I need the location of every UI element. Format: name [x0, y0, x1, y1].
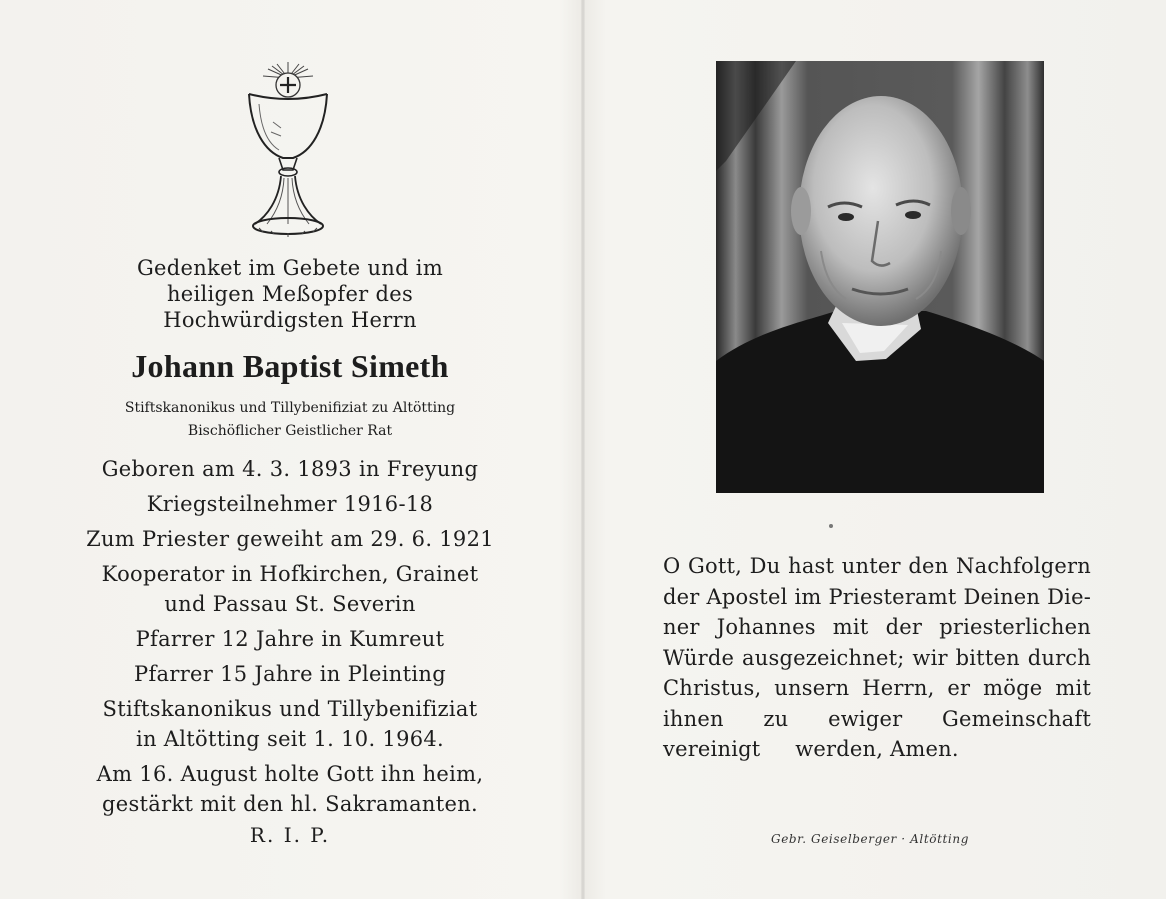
title-line: Bischöflicher Geistlicher Rat — [187, 423, 393, 439]
biography-entry — [60, 524, 520, 554]
prayer-text — [663, 551, 1091, 765]
entry-line: Zum Priester geweiht am 29. 6. 1921 — [86, 527, 494, 551]
biography-entry — [60, 559, 520, 619]
entry-line: in Altötting seit 1. 10. 1964. — [135, 727, 445, 751]
entry-line: Geboren am 4. 3. 1893 in Freyung — [101, 457, 479, 481]
entry-line: und Passau St. Severin — [164, 592, 416, 616]
entry-line: Kriegsteilnehmer 1916-18 — [146, 492, 434, 516]
entry-line: Stiftskanonikus und Tillybenifiziat — [102, 697, 478, 721]
biography-entry — [60, 759, 520, 819]
printer-imprint: Gebr. Geiselberger · Altötting — [771, 832, 969, 846]
biography-entry — [60, 694, 520, 754]
intro-line: Hochwürdigsten Herrn — [163, 308, 417, 332]
prayer-line: ner Johannes mit der priesterlichen — [663, 615, 1091, 639]
titles — [60, 397, 520, 443]
prayer-line: werden, Amen. — [795, 737, 959, 761]
intro-line: heiligen Meßopfer des — [166, 282, 414, 306]
portrait-photo — [716, 61, 1044, 493]
biography-entry — [60, 489, 520, 519]
rip-closing: R. I. P. — [249, 823, 331, 847]
entry-line: Pfarrer 12 Jahre in Kumreut — [135, 627, 445, 651]
biography-entry — [60, 454, 520, 484]
decorative-dot — [829, 524, 833, 528]
biography-entries — [60, 454, 520, 824]
prayer-line: der Apostel im Priesteramt Deinen Die- — [663, 584, 1091, 609]
intro-text — [60, 255, 520, 333]
title-line: Stiftskanonikus und Tillybenifiziat zu Altötting — [124, 400, 456, 416]
prayer-line: Christus, unsern Herrn, er möge mit — [663, 676, 1091, 700]
entry-line: Pfarrer 15 Jahre in Pleinting — [134, 662, 446, 686]
left-panel — [60, 50, 520, 870]
intro-line: Gedenket im Gebete und im — [136, 256, 444, 280]
card-fold — [581, 0, 585, 899]
entry-line: Am 16. August holte Gott ihn heim, — [96, 762, 484, 786]
prayer-line: ihnen zu ewiger Gemeinschaft vereinigt — [663, 706, 1091, 761]
prayer-line: Würde ausgezeichnet; wir bitten durch — [663, 645, 1091, 670]
entry-line: gestärkt mit den hl. Sakramanten. — [101, 792, 478, 816]
prayer-line: O Gott, Du hast unter den Nachfolgern — [663, 554, 1091, 578]
biography-entry — [60, 659, 520, 689]
chalice-icon — [243, 60, 333, 240]
deceased-name: Johann Baptist Simeth — [131, 348, 449, 384]
biography-entry — [60, 624, 520, 654]
entry-line: Kooperator in Hofkirchen, Grainet — [101, 562, 479, 586]
